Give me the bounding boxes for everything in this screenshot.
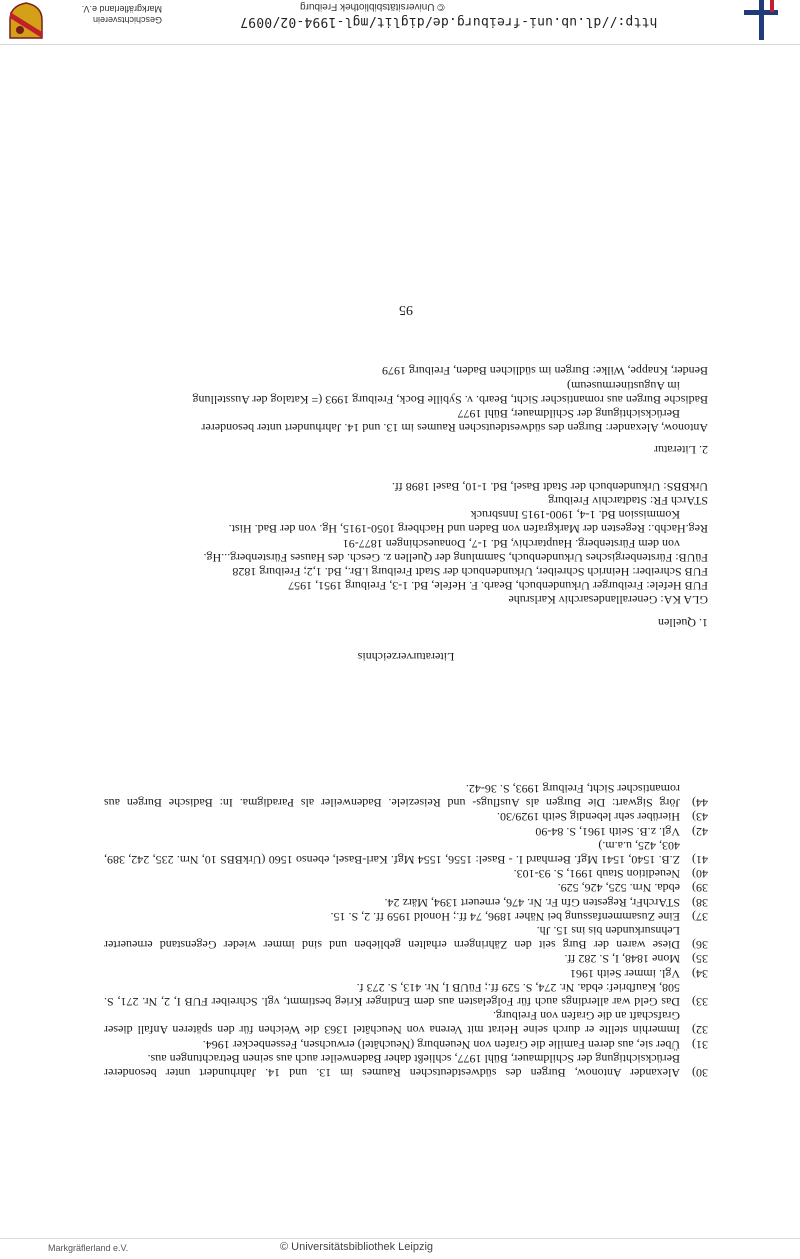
footnote: 30) Alexander Antonow, Burgen des südwestdeutschen Raumes im 13. und 14. Jahrhundert unter besonderer Berücksichtigung der Schildmauer, Bühl 1977, schließt daher Badenweiler auch aus seinen Betrachtungen aus.: [104, 1051, 708, 1080]
footnote: 31) Über sie, aus deren Familie die Grafen von Neuenburg (Neuchâtel) erwuchsen, Fessenbecker 1964.: [202, 1037, 708, 1052]
source-entry: FUB Hefele: Freiburger Urkundenbuch, Bearb. F. Hefele, Bd. 1-3, Freiburg 1951, 1957: [288, 579, 708, 594]
university-library-logo: [744, 0, 778, 40]
footnote: 36) Diese waren der Burg seit den Zähringern erhalten geblieben und sind immer wieder Gegenstand erneuerter Lehnsurkunden bis ins 15. Jh.: [104, 923, 708, 953]
footnote: 43) Hierüber sehr lebendig Seith 1929/30.: [497, 810, 708, 825]
sources-heading: 1. Quellen: [658, 615, 708, 630]
footnote: 37) Eine Zusammenfassung bei Näher 1896, 74 ff.; Honold 1959 ff. 2, S. 15.: [330, 909, 708, 924]
viewer-header: [0, 0, 800, 45]
footnote: 32) Immerhin stellte er durch seine Heirat mit Verena von Neuchâtel 1363 die Weichen für den späteren Anfall dieser Grafschaft an die Grafen von Freiburg.: [104, 1009, 708, 1038]
copyright-notice: © Universitätsbibliothek Freiburg: [300, 1, 445, 12]
footnote: 41) Z.B. 1540, 1541 Mgf. Bernhard I. - Basel: 1556, 1554 Mgf. Karl-Basel, ebenso 1560 (UrkBBS 10, Nrn. 235, 242, 389, 403, 425, u.a.m.): [104, 838, 708, 867]
footnote: 40) Neuedition Staub 1991, S. 93-103.: [513, 867, 708, 882]
literature-entry: Antonow, Alexander: Burgen des südwestdeutschen Raumes im 13. und 14. Jahrhundert unter besonderer Berücksichtigung der Schildmauer, Bühl 1977: [201, 407, 708, 436]
footer-society-name: Markgräflerland e.V.: [48, 1243, 129, 1253]
source-entry: FUB Schreiber: Heinrich Schreiber, Urkundenbuch der Stadt Freiburg i.Br., Bd. 1,2; Freiburg 1828: [232, 564, 708, 579]
footnote: 38) STArchFr, Regesten Gfn Fr. Nr. 476, erneuert 1394, März 24.: [384, 895, 708, 910]
footnote: 35) Mone 1848, I, S. 282 ff.: [564, 952, 708, 967]
society-name: Geschichtsverein Markgräflerland e.V.: [81, 4, 162, 25]
permalink-url[interactable]: http://dl.ub.uni-freiburg.de/diglit/mgl-1994-02/0097: [240, 14, 658, 29]
page-number: 95: [399, 302, 413, 318]
footnote: 44) Jörg Sigwart: Die Burgen als Ausflugs- und Reiseziele. Badenweiler als Paradigma. In: Badische Burgen aus romantischer Sicht, Freiburg 1993, S. 36-42.: [104, 781, 708, 811]
source-entry: FüUB: Fürstenbergisches Urkundenbuch, Sammlung der Quellen z. Gesch. des Hauses Fürstenberg...Hg. von dem Fürstenberg. Hauptarchiv, Bd. 1-7, Donaueschingen 1877-91: [203, 536, 708, 565]
footnote: 42) Vgl. z.B. Seith 1961, S. 84-90: [535, 824, 708, 839]
footnote: 34) Vgl. immer Seith 1961: [570, 966, 708, 981]
footnote: 33) Das Geld war allerdings auch für Folgelasten aus dem Endinger Krieg bestimmt, vgl. Schreiber FUB I, 2, Nr. 271, S. 508, Kaufbrief: ebda. Nr. 274, S. 529 ff.; FüUB I, Nr. 413, S. 273 f.: [104, 980, 708, 1009]
footnote-list: [104, 782, 708, 1080]
bibliography-title: Literaturverzeichnis: [357, 649, 455, 664]
source-entry: GLA KA: Generallandesarchiv Karlsruhe: [508, 593, 708, 608]
scanned-page: [104, 180, 708, 1080]
literature-list: [104, 364, 708, 435]
source-entry: Reg.Hachb.: Regesten der Markgrafen von Baden und Hachberg 1050-1915, Hg. von der Bad. Hist. Kommission Bd. 1-4, 1900-1915 Innsbruck: [228, 508, 708, 537]
footer-copyright: © Universitätsbibliothek Leipzig: [280, 1241, 434, 1253]
literature-entry: Bender, Knappe, Wilke: Burgen im südlichen Baden, Freiburg 1979: [382, 364, 708, 379]
literature-entry: Badische Burgen aus romantischer Sicht, Bearb. v. Sybille Bock, Freiburg 1993 (= Katalog der Ausstellung im Augustinermuseum): [192, 378, 708, 407]
source-entry: STArch FR: Stadtarchiv Freiburg: [548, 493, 708, 508]
sources-list: [104, 480, 708, 608]
society-logo: [8, 2, 44, 40]
footnote: 39) ebda. Nrn. 525, 426, 529.: [557, 881, 708, 896]
literature-heading: 2. Literatur: [654, 443, 708, 458]
source-entry: UrkBBS: Urkundenbuch der Stadt Basel, Bd. 1-10, Basel 1898 ff.: [391, 479, 708, 494]
viewer-footer: [0, 1238, 800, 1259]
